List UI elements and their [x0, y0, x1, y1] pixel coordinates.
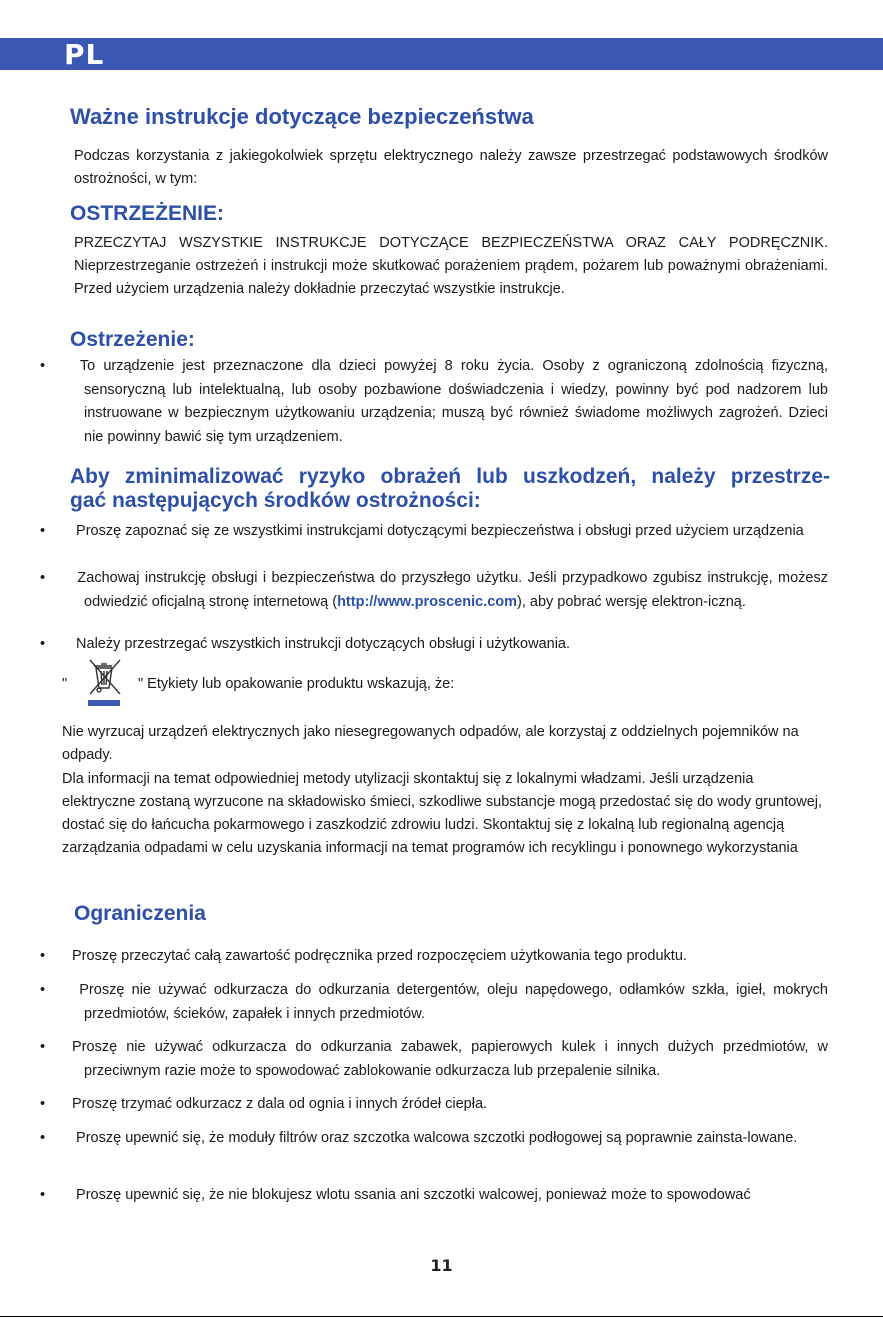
- weee-quote-open: ": [62, 676, 68, 692]
- disposal-paragraph-1: Nie wyrzucaj urządzeń elektrycznych jako niesegregowanych odpadów, ale korzystaj z oddzielnych pojemników na odpady.: [62, 724, 799, 763]
- limits-heading: Ograniczenia: [74, 902, 206, 925]
- footer-divider: [0, 1316, 883, 1317]
- limits-bullet-5-text: Proszę upewnić się, że moduły filtrów oraz szczotka walcowa szczotki podłogowej są poprawnie zainsta-lowane.: [76, 1130, 798, 1146]
- crossed-bin-icon: [82, 656, 128, 708]
- minimize-bullet-1: • Proszę zapoznać się ze wszystkimi instrukcjami dotyczącymi bezpieczeństwa i obsługi przed użyciem urządzenia: [40, 523, 804, 539]
- limits-bullet-3: • Proszę nie używać odkurzacza do odkurzania zabawek, papierowych kulek i innych dużych przedmiotów, w przeciwnym razie może to spowodować zablokowanie odkurzacza lub przepalenie silnika.: [40, 1039, 828, 1079]
- minimize-heading-line2: gać następujących środków ostrożności:: [70, 489, 481, 512]
- warning-upper-heading: OSTRZEŻENIE:: [70, 202, 225, 225]
- minimize-bullet-3-text: Należy przestrzegać wszystkich instrukcji dotyczących obsługi i użytkowania.: [76, 636, 571, 652]
- page-title: Ważne instrukcje dotyczące bezpieczeństwa: [70, 104, 534, 129]
- warning-bullet-text: To urządzenie jest przeznaczone dla dzieci powyżej 8 roku życia. Osoby z ograniczoną zdolnością fizyczną, sensoryczną lub intelektualną, lub osoby pozbawione doświadczenia i wiedzy, powinny być pod nadzorem lub instruowane w bezpiecznym użytkowaniu urządzenia; muszą być również świadome możliwych zagrożeń. Dzieci nie powinny bawić się tym urządzeniem.: [79, 358, 828, 445]
- limits-bullet-1: • Proszę przeczytać całą zawartość podręcznika przed rozpoczęciem użytkowania tego produktu.: [40, 948, 687, 964]
- limits-bullet-3-text: Proszę nie używać odkurzacza do odkurzania zabawek, papierowych kulek i innych dużych przedmiotów, w przeciwnym razie może to spowodować zablokowanie odkurzacza lub przepalenie silnika.: [72, 1039, 828, 1079]
- minimize-heading: [70, 465, 830, 513]
- limits-bullet-6: • Proszę upewnić się, że nie blokujesz wlotu ssania ani szczotki walcowej, ponieważ może to spowodować: [40, 1187, 751, 1203]
- limits-bullet-2: • Proszę nie używać odkurzacza do odkurzania detergentów, oleju napędowego, odłamków szkła, igieł, mokrych przedmiotów, ścieków, zapałek i innych przedmiotów.: [40, 982, 828, 1022]
- minimize-bullet-1-text: Proszę zapoznać się ze wszystkimi instrukcjami dotyczącymi bezpieczeństwa i obsługi przed użyciem urządzenia: [76, 523, 804, 539]
- language-code: PL: [64, 38, 105, 71]
- warning-heading: Ostrzeżenie:: [70, 328, 195, 351]
- minimize-bullet-2-text-end: ), aby pobrać wersję elektron-iczną.: [517, 593, 746, 610]
- disposal-paragraph-2: Dla informacji na temat odpowiedniej metody utylizacji skontaktuj się z lokalnymi władzami. Jeśli urządzenia elektryczne zostaną wyrzucone na składowisko śmieci, szkodliwe substancje mogą przedostać się do wody gruntowej, dostać się do łańcucha pokarmowego i zaszkodzić zdrowiu ludzi. Skontaktuj się z lokalną lub regionalną agencją zarządzania odpadami w celu uzyskania informacji na temat programów ich recyklingu i ponownego wykorzystania: [62, 771, 823, 856]
- page-number: 11: [430, 1256, 453, 1275]
- warning-upper-text: PRZECZYTAJ WSZYSTKIE INSTRUKCJE DOTYCZĄCE BEZPIECZEŃSTWA ORAZ CAŁY PODRĘCZNIK. Nieprzestrzeganie ostrzeżeń i instrukcji może skutkować porażeniem prądem, pożarem lub poważnymi obrażeniami. Przed użyciem urządzenia należy dokładnie przeczytać wszystkie instrukcje.: [74, 235, 828, 297]
- minimize-bullet-2: • Zachowaj instrukcję obsługi i bezpieczeństwa do przyszłego użytku. Jeśli przypadkowo zgubisz instrukcję, możesz odwiedzić oficjalną stronę internetową (http://www.proscenic.com), aby pobrać wersję elektron-iczną.: [40, 570, 828, 610]
- minimize-bullet-3: • Należy przestrzegać wszystkich instrukcji dotyczących obsługi i użytkowania.: [40, 636, 571, 652]
- limits-bullet-2-text: Proszę nie używać odkurzacza do odkurzania detergentów, oleju napędowego, odłamków szkła, igieł, mokrych przedmiotów, ścieków, zapałek i innych przedmiotów.: [79, 982, 828, 1022]
- limits-bullet-6-text: Proszę upewnić się, że nie blokujesz wlotu ssania ani szczotki walcowej, ponieważ może to spowodować: [76, 1187, 751, 1203]
- limits-bullet-1-text: Proszę przeczytać całą zawartość podręcznika przed rozpoczęciem użytkowania tego produktu.: [72, 948, 687, 964]
- language-header-bar: [0, 38, 883, 70]
- limits-bullet-4: • Proszę trzymać odkurzacz z dala od ognia i innych źródeł ciepła.: [40, 1096, 488, 1112]
- minimize-heading-line1: Aby zminimalizować ryzyko obrażeń lub uszkodzeń, należy przestrze-: [70, 465, 830, 488]
- warning-bullet: • To urządzenie jest przeznaczone dla dzieci powyżej 8 roku życia. Osoby z ograniczoną zdolnością fizyczną, sensoryczną lub intelektualną, lub osoby pozbawione doświadczenia i wiedzy, powinny być pod nadzorem lub instruowane w bezpiecznym użytkowaniu urządzenia; muszą być również świadome możliwych zagrożeń. Dzieci nie powinny bawić się tym urządzeniem.: [40, 358, 828, 445]
- intro-paragraph: Podczas korzystania z jakiegokolwiek sprzętu elektrycznego należy zawsze przestrzegać podstawowych środków ostrożności, w tym:: [74, 148, 828, 187]
- minimize-bullet-2-text: Zachowaj instrukcję obsługi i bezpieczeństwa do przyszłego użytku. Jeśli przypadkowo zgubisz instrukcję, możesz odwiedzić oficjalną stronę internetową (: [77, 570, 828, 610]
- limits-bullet-5: • Proszę upewnić się, że moduły filtrów oraz szczotka walcowa szczotki podłogowej są poprawnie zainsta-lowane.: [40, 1130, 798, 1146]
- weee-label-text: " Etykiety lub opakowanie produktu wskazują, że:: [138, 676, 455, 692]
- limits-bullet-4-text: Proszę trzymać odkurzacz z dala od ognia i innych źródeł ciepła.: [72, 1096, 488, 1112]
- proscenic-link[interactable]: http://www.proscenic.com: [337, 593, 518, 610]
